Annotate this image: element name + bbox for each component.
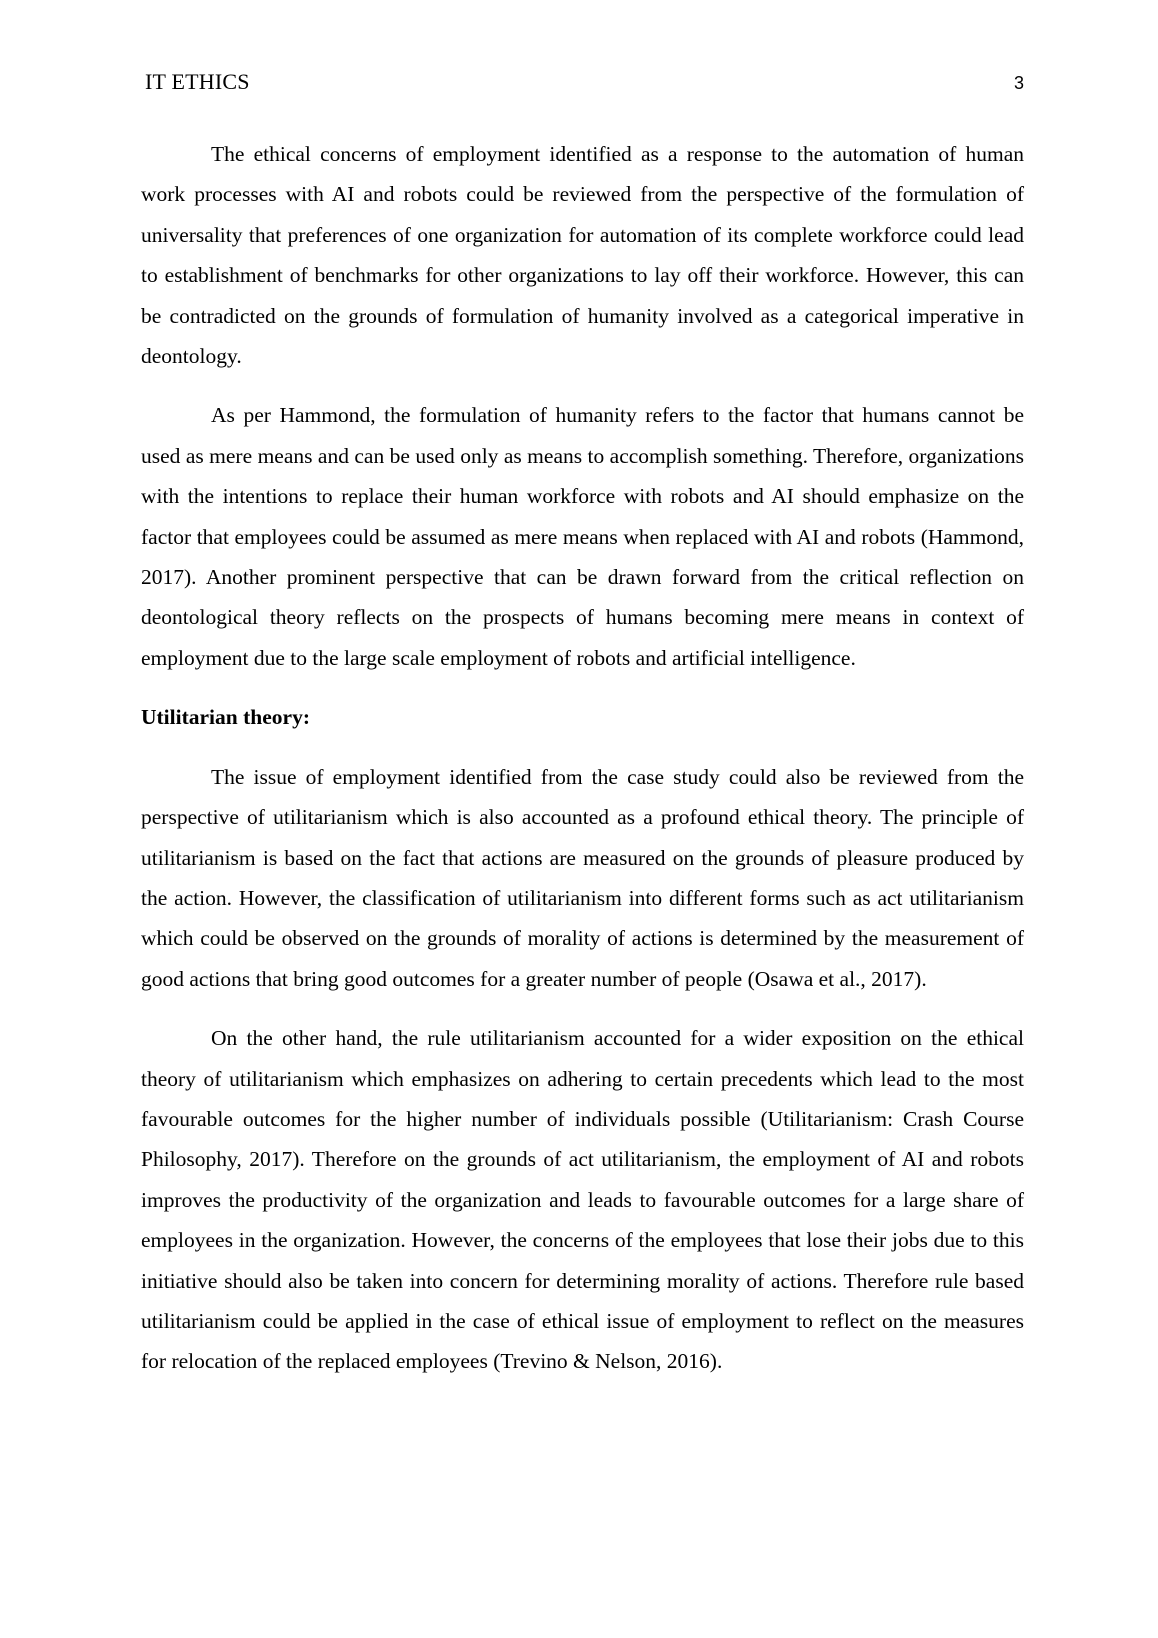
section-heading-utilitarian: Utilitarian theory: — [141, 705, 310, 730]
paragraph-rule-utilitarianism: On the other hand, the rule utilitarianism accounted for a wider exposition on the ethical theory of utilitarianism which emphasizes on adhering to certain precedents which lead to the most favourable outcomes for the higher number of individuals possible (Utilitarianism: Crash Course Philosophy, 2017). Therefore on the grounds of act utilitarianism, the employment of AI and robots improves the productivity of the organization and leads to favourable outcomes for a large share of employees in the organization. However, the concerns of the employees that lose their jobs due to this initiative should also be taken into concern for determining morality of actions. Therefore rule based utilitarianism could be applied in the case of ethical issue of employment to reflect on the measures for relocation of the replaced employees (Trevino & Nelson, 2016). — [141, 1026, 1024, 1374]
running-head: IT ETHICS — [145, 69, 250, 94]
paragraph-act-utilitarianism: The issue of employment identified from the case study could also be reviewed from the perspective of utilitarianism which is also accounted as a profound ethical theory. The principle of utilitarianism is based on the fact that actions are measured on the grounds of pleasure produced by the action. However, the classification of utilitarianism into different forms such as act utilitarianism which could be observed on the grounds of morality of actions is determined by the measurement of good actions that bring good outcomes for a greater number of people (Osawa et al., 2017). — [141, 764, 1024, 991]
body-text — [141, 134, 1024, 1401]
paragraph-universality: The ethical concerns of employment identified as a response to the automation of human work processes with AI and robots could be reviewed from the perspective of the formulation of universality that preferences of one organization for automation of its complete workforce could lead to establishment of benchmarks for other organizations to lay off their workforce. However, this can be contradicted on the grounds of formulation of humanity involved as a categorical imperative in deontology. — [141, 142, 1024, 369]
page-number: 3 — [1013, 73, 1024, 93]
paragraph-humanity: As per Hammond, the formulation of humanity refers to the factor that humans cannot be used as mere means and can be used only as means to accomplish something. Therefore, organizations with the intentions to replace their human workforce with robots and AI should emphasize on the factor that employees could be assumed as mere means when replaced with AI and robots (Hammond, 2017). Another prominent perspective that can be drawn forward from the critical reflection on deontological theory reflects on the prospects of humans becoming mere means in context of employment due to the large scale employment of robots and artificial intelligence. — [141, 403, 1024, 670]
